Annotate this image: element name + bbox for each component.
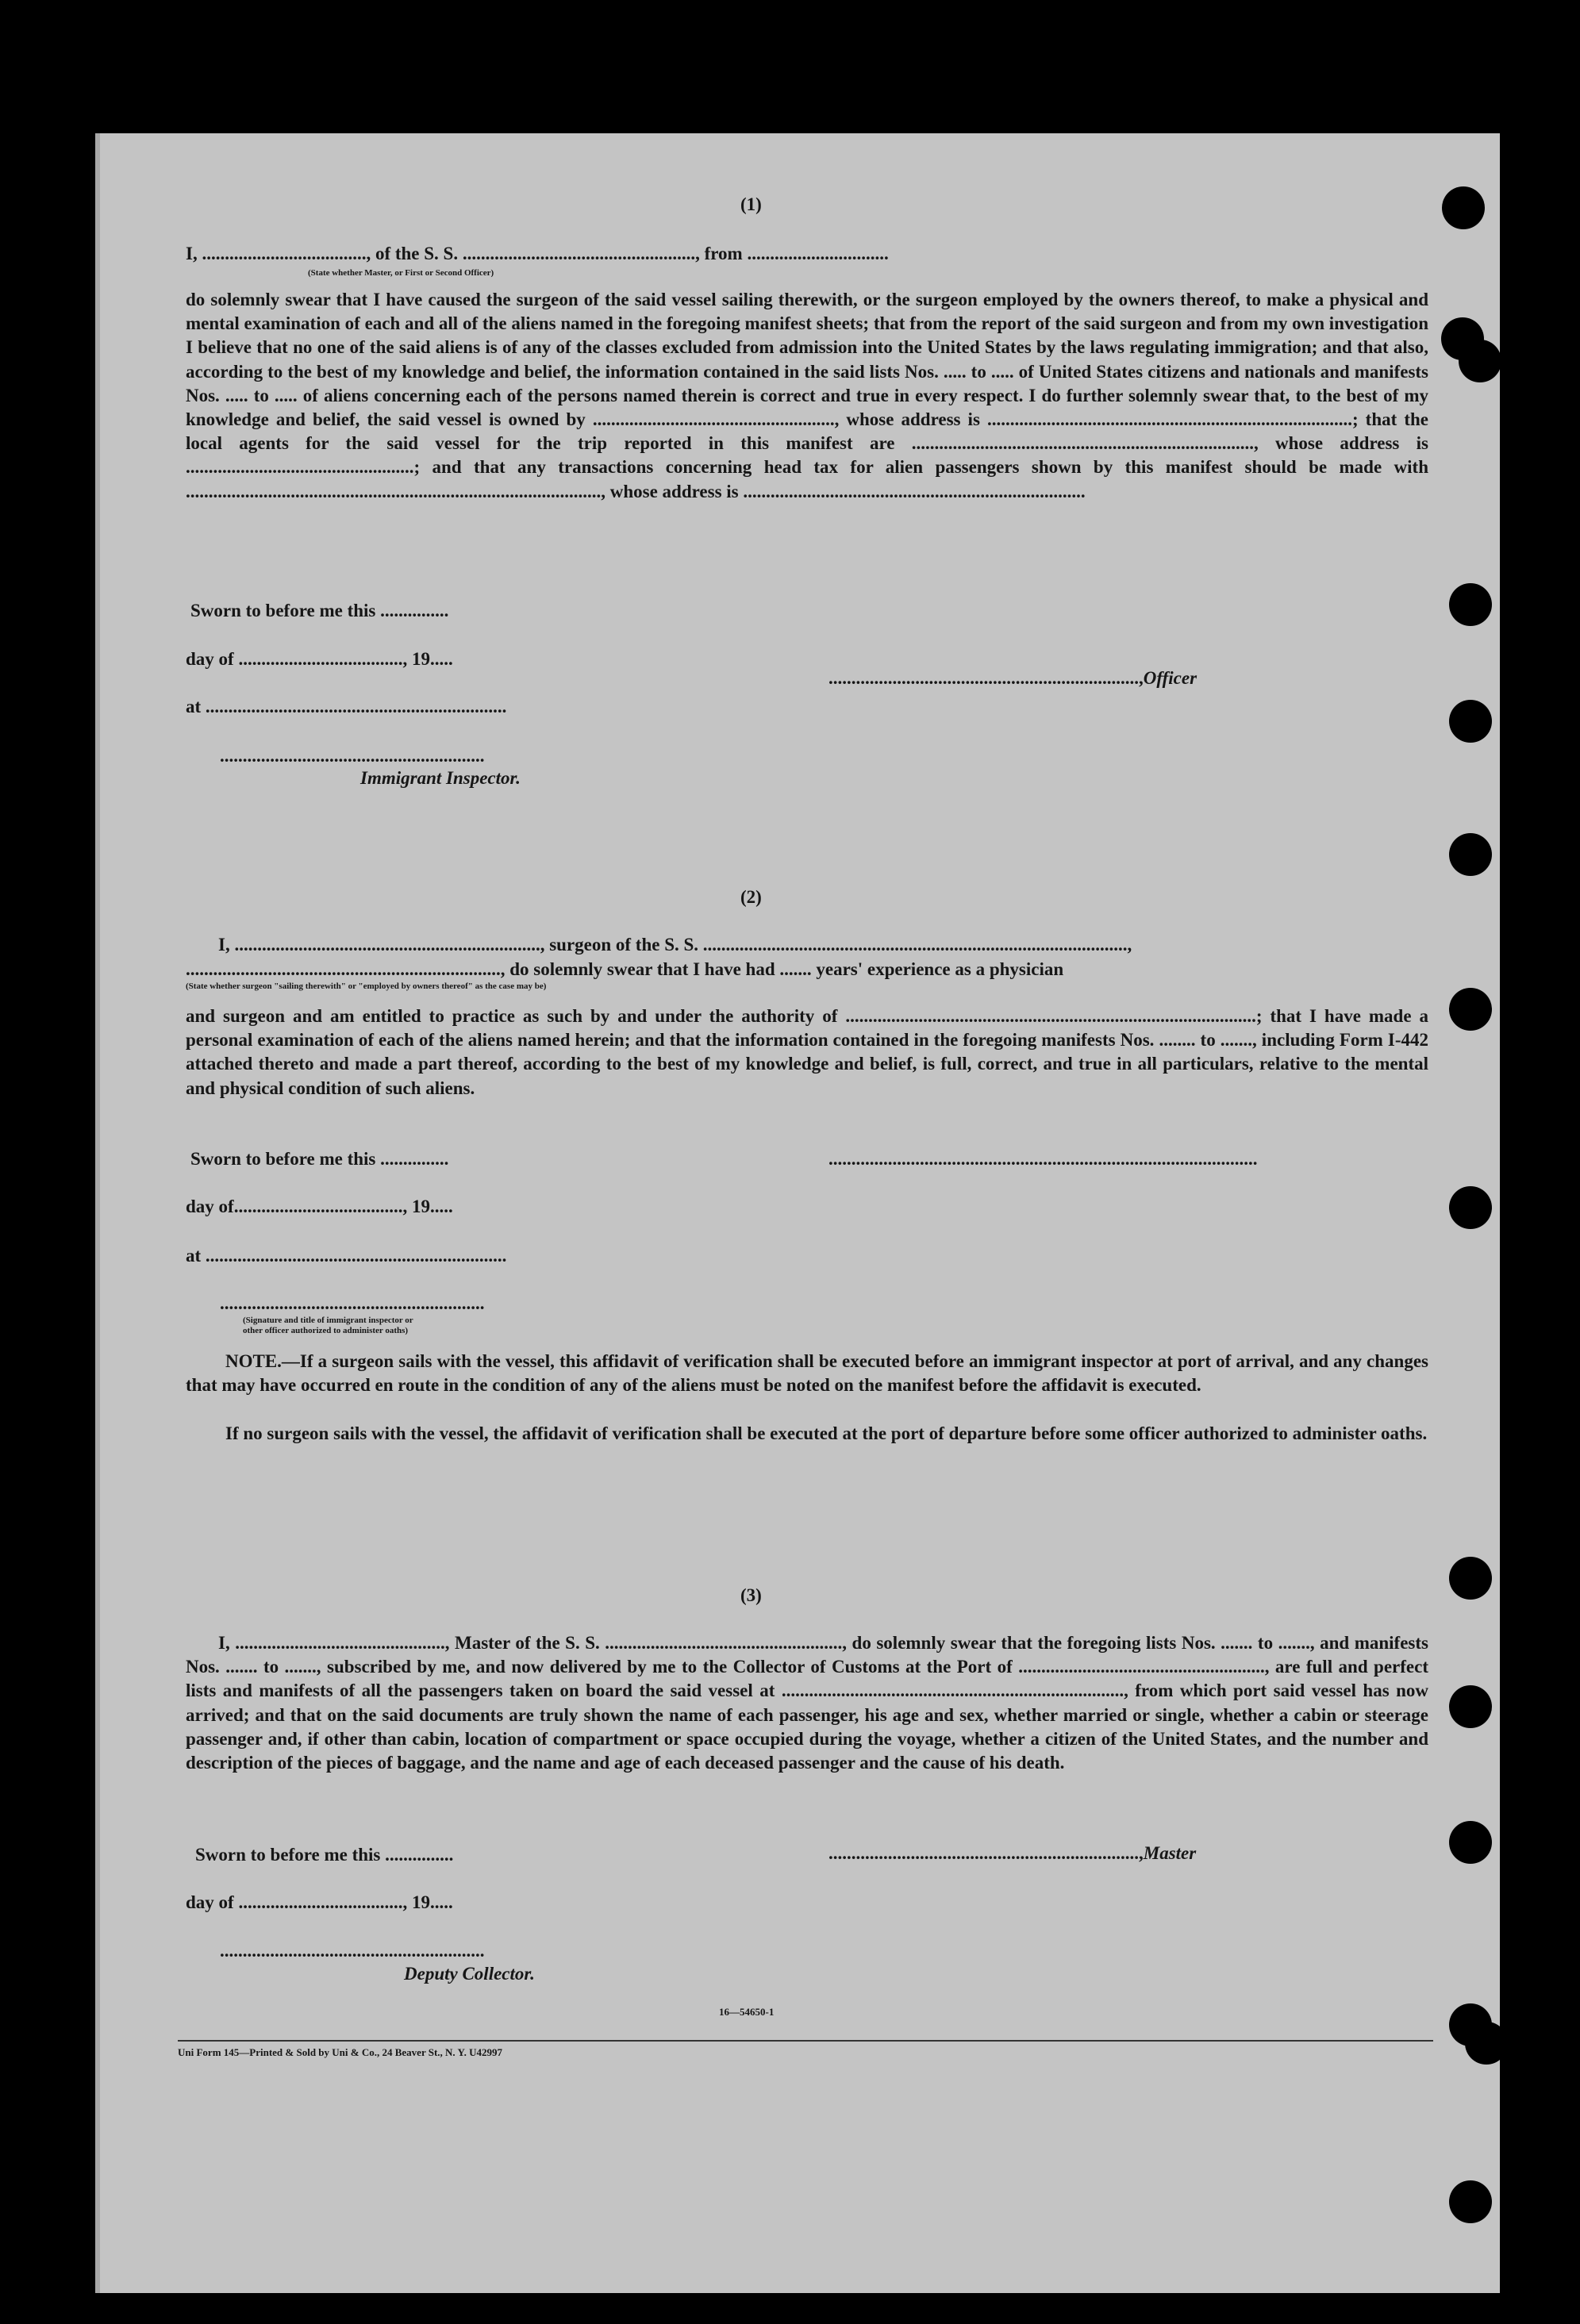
punch-hole	[1449, 2180, 1492, 2223]
section-3-deputy-title: Deputy Collector.	[404, 1964, 535, 1984]
punch-hole	[1449, 1685, 1492, 1728]
punch-hole	[1449, 988, 1492, 1031]
document-page	[95, 133, 1500, 2293]
section-3-master-signature-line: ....................................................................,Master	[828, 1843, 1197, 1863]
punch-hole	[1459, 340, 1501, 382]
section-3-oath-text: I, .............................................., Master of the S. S. ...................................................., do solemnly swear that the foregoing lists Nos. ....... to ......., and manifests Nos. ....... to ......., subscribed by me, and now delivered by me to the Collector of Customs at the Port of ......................................................, are full and perfect lists and manifests of all the passengers taken on board the said vessel at ..........................................................................., from which port said vessel has now arrived; and that on the said documents are truly shown the name of each passenger, his age and sex, whether married or single, whether a cabin or steerage passenger and, if other than cabin, location of compartment or space occupied during the voyage, whether a citizen of the United States, and the number and description of the pieces of baggage, and the name and age of each deceased passenger and the cause of his death.	[186, 1633, 1428, 1773]
section-3-deputy-signature-line: ..........................................................	[220, 1941, 485, 1961]
printer-footer: Uni Form 145—Printed & Sold by Uni & Co., 24 Beaver St., N. Y. U42997	[178, 2046, 503, 2058]
section-1-inspector-title: Immigrant Inspector.	[360, 768, 521, 788]
section-1-officer-signature-line: ....................................................................,Officer	[828, 668, 1197, 688]
section-1-officer-note: (State whether Master, or First or Second Officer)	[308, 268, 494, 278]
form-number: 16—54650-1	[719, 2006, 775, 2018]
section-1-oath-text: do solemnly swear that I have caused the surgeon of the said vessel sailing therewith, or the surgeon employed by the owners thereof, to make a physical and mental examination of each and all of the aliens named in the foregoing manifest sheets; that from the report of the said surgeon and from my own investigation I believe that no one of the said aliens is of any of the classes excluded from admission into the United States by the laws regulating immigration; and that also, according to the best of my knowledge and belief, the information contained in the said lists Nos. ..... to ..... of United States citizens and nationals and manifests Nos. ..... to ..... of aliens concerning each of the persons named therein is correct and true in every respect. I do further solemnly swear that, to the best of my knowledge and belief, the said vessel is owned by ....................................................., whose address is ................................................................................; that the local agents for the said vessel for the trip reported in this manifest are ..........................................................................., whose address is ..................................................; and that any transactions concerning head tax for alien passengers shown by this manifest should be made with ..........................................................................................., whose address is ...........................................................................	[186, 290, 1428, 501]
section-2-number: (2)	[740, 887, 762, 907]
section-1-at-line: at ..................................................................	[186, 697, 507, 716]
section-3-day-line: day of ...................................., 19.....	[186, 1892, 453, 1912]
section-3-number: (3)	[740, 1585, 762, 1605]
punch-hole	[1465, 2022, 1508, 2065]
section-2-at-line: at ..................................................................	[186, 1246, 507, 1266]
section-1-inspector-signature-line: ..........................................................	[220, 746, 485, 766]
section-2-signature-note-2: other officer authorized to administer oaths)	[243, 1326, 409, 1335]
section-1-first-line: I, ...................................., of the S. S. ..................................................., from ...............................	[186, 244, 889, 263]
section-3-sworn-line: Sworn to before me this ...............	[195, 1845, 454, 1865]
section-2-inspector-signature-line: ..........................................................	[220, 1293, 485, 1313]
punch-hole	[1449, 1186, 1492, 1229]
section-2-day-line: day of....................................., 19.....	[186, 1197, 453, 1216]
section-2-signature-line: ..............................................................................................	[828, 1149, 1258, 1169]
section-2-note-b: If no surgeon sails with the vessel, the affidavit of verification shall be executed at the port of departure before some officer authorized to administer oaths.	[225, 1423, 1428, 1443]
punch-hole	[1442, 186, 1485, 229]
section-2-surgeon-note: (State whether surgeon "sailing therewith" or "employed by owners thereof" as the case may be)	[186, 981, 547, 991]
section-1-day-line: day of ...................................., 19.....	[186, 649, 453, 669]
punch-hole	[1449, 583, 1492, 626]
section-1-sworn-line: Sworn to before me this ...............	[190, 601, 449, 620]
footer-rule	[178, 2040, 1433, 2042]
punch-hole	[1449, 700, 1492, 743]
punch-hole	[1449, 1821, 1492, 1864]
section-2-oath-text: and surgeon and am entitled to practice as such by and under the authority of ..........................................................................................; that I have made a personal examination of each of the aliens named herein; and that the information contained in the foregoing manifests Nos. ........ to ......., including Form I-442 attached thereto and made a part thereof, according to the best of my knowledge and belief, is full, correct, and true in all particulars, relative to the mental and physical condition of such aliens.	[186, 1006, 1428, 1098]
section-2-signature-note-1: (Signature and title of immigrant inspector or	[243, 1316, 413, 1325]
section-2-second-line: ....................................................................., do solemnly swear that I have had ....... years' experience as a physician	[186, 959, 1064, 979]
punch-hole	[1449, 833, 1492, 876]
section-2-note-a: NOTE.—If a surgeon sails with the vessel, this affidavit of verification shall be executed before an immigrant inspector at port of arrival, and any changes that may have occurred en route in the condition of any of the aliens must be noted on the manifest before the affidavit is executed.	[186, 1351, 1428, 1396]
punch-hole	[1449, 1557, 1492, 1600]
section-1-number: (1)	[740, 194, 762, 214]
section-2-sworn-line: Sworn to before me this ...............	[190, 1149, 449, 1169]
section-2-first-line: I, ..................................................................., surgeon of the S. S. .............................................................................................,	[218, 935, 1132, 955]
